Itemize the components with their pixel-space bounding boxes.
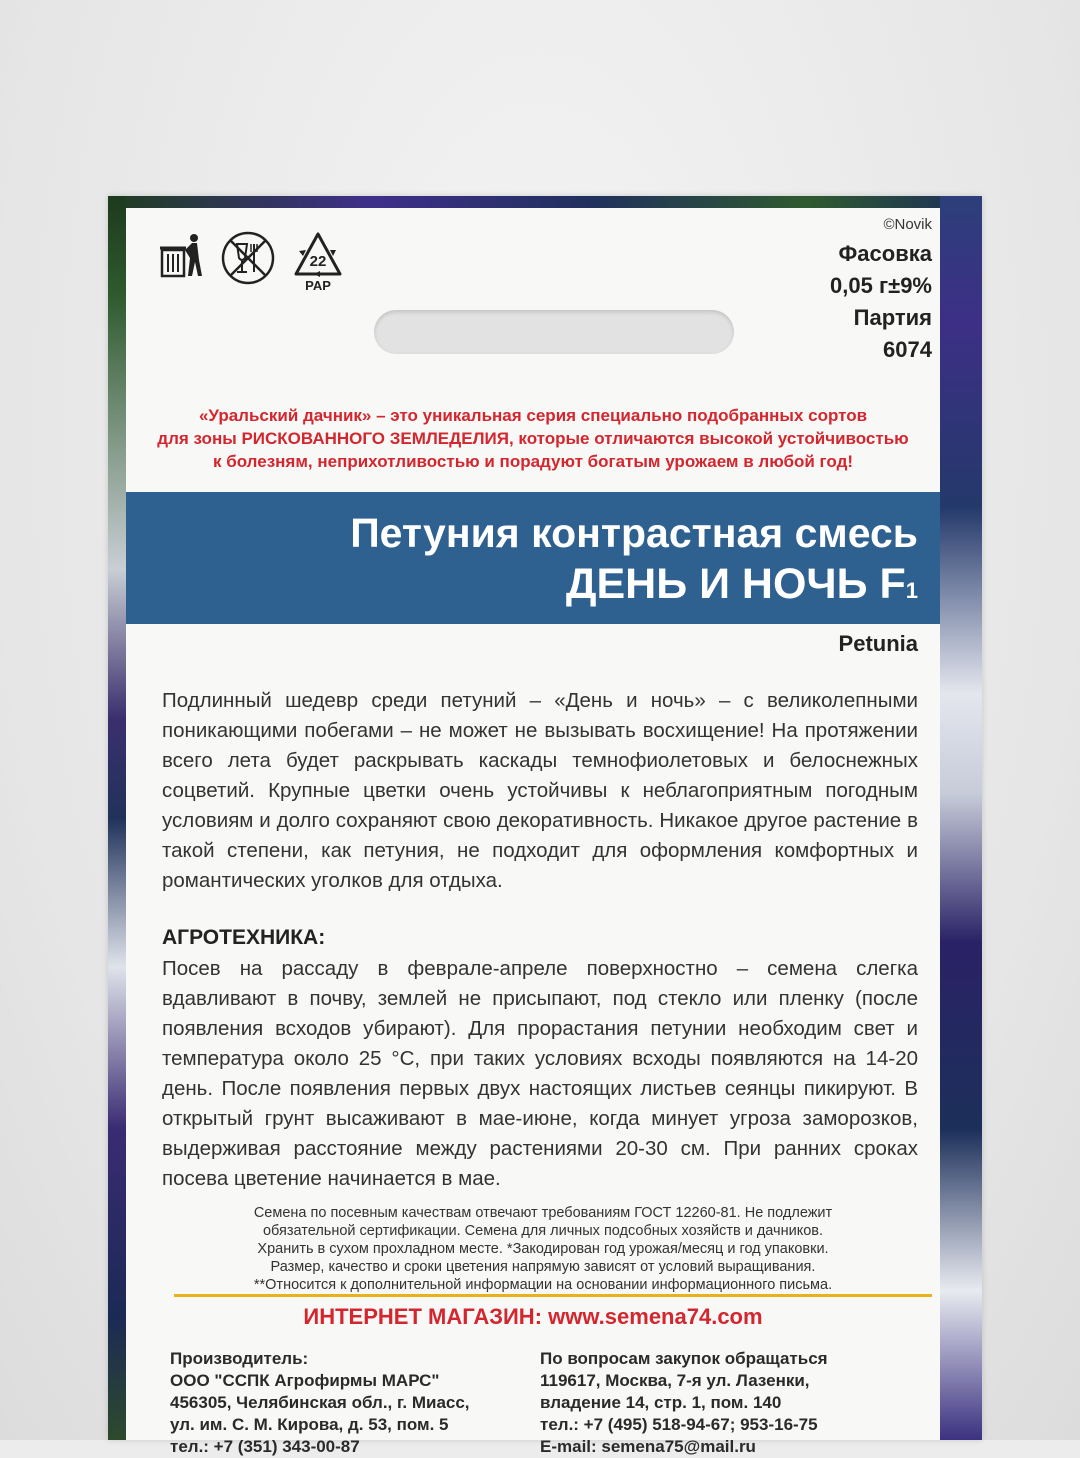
latin-name: Petunia bbox=[838, 631, 918, 656]
purchase-contact bbox=[540, 1348, 920, 1458]
batch-value: 6074 bbox=[883, 337, 932, 362]
purchase-line: тел.: +7 (495) 518-94-67; 953-16-75 bbox=[540, 1415, 818, 1434]
manufacturer-line: тел.: +7 (351) 343-00-87 bbox=[170, 1437, 360, 1456]
manufacturer-line: ООО "ССПК Агрофирмы МАРС" bbox=[170, 1371, 440, 1390]
seed-packet bbox=[108, 196, 982, 1456]
recycle-label: PAP bbox=[305, 278, 331, 293]
flower-photo-edge-top bbox=[108, 196, 982, 208]
fine-print-line: обязательной сертификации. Семена для личных подсобных хозяйств и дачников. bbox=[262, 1223, 824, 1239]
variety-name bbox=[566, 560, 918, 609]
packing-label: Фасовка bbox=[838, 241, 932, 266]
pack-info bbox=[830, 238, 932, 366]
divider bbox=[174, 1294, 932, 1297]
copyright: ©Novik bbox=[883, 216, 932, 233]
trash-bin-person-icon bbox=[158, 230, 206, 280]
manufacturer-line: 456305, Челябинская обл., г. Миасс, bbox=[170, 1393, 470, 1412]
fine-print-line: Хранить в сухом прохладном месте. *Закодирован год урожая/месяц и год упаковки. bbox=[257, 1241, 829, 1257]
purchase-heading: По вопросам закупок обращаться bbox=[540, 1349, 828, 1368]
product-title: Петуния контрастная смесь bbox=[350, 510, 918, 556]
packet-label bbox=[126, 208, 940, 1456]
shop-label: ИНТЕРНЕТ МАГАЗИН: bbox=[303, 1304, 543, 1329]
variety-name-text: ДЕНЬ И НОЧЬ F bbox=[565, 560, 906, 608]
title-band bbox=[126, 492, 940, 624]
purchase-line: владение 14, стр. 1, пом. 140 bbox=[540, 1393, 782, 1412]
description: Подлинный шедевр среди петуний – «День и ночь» – с великолепными поникающими побегами – не может не вызывать восхищение! На протяжении всего лета будет раскрывать каскады темнофиолетовых и белоснежных соцветий. Крупные цветки очень устойчивы к неблагоприятным погодным условиям и долго сохраняют свою декоративность. Никакое другое растение в такой степени, как петуния, не подходит для оформления комфортных и романтических уголков для отдыха. bbox=[162, 689, 918, 892]
promo-text bbox=[126, 404, 940, 473]
agrotech-text: Посев на рассаду в феврале-апреле поверхностно – семена слегка вдавливают в почву, землей не присыпают, под стекло или пленку (после появления всходов убирают). Для прорастания петунии необходим свет и температура около 25 °С, при таких условиях всходы появляются на 14-20 день. После появления первых двух настоящих листьев сеянцы пикируют. В открытый грунт высаживают в мае-июне, когда минует угроза заморозков, выдерживая расстояние между растениями 20-30 см. При ранних сроках посева цветение начинается в мае. bbox=[162, 957, 918, 1190]
hanger-slot bbox=[374, 310, 734, 354]
online-shop bbox=[126, 1304, 940, 1330]
recycle-22-icon bbox=[290, 230, 346, 280]
recycle-block bbox=[290, 230, 346, 293]
batch-label: Партия bbox=[853, 305, 932, 330]
agrotech-heading: АГРОТЕХНИКА: bbox=[162, 926, 326, 949]
manufacturer-info bbox=[170, 1348, 530, 1458]
promo-line: к болезням, неприхотливостью и порадуют богатым урожаем в любой год! bbox=[212, 452, 854, 471]
purchase-line: 119617, Москва, 7-я ул. Лазенки, bbox=[540, 1371, 810, 1390]
packing-value: 0,05 г±9% bbox=[830, 273, 932, 298]
purchase-line: E-mail: semena75@mail.ru bbox=[540, 1437, 756, 1456]
recycle-code: 22 bbox=[309, 253, 327, 270]
flower-photo-edge-left bbox=[108, 196, 126, 1440]
manufacturer-heading: Производитель: bbox=[170, 1349, 309, 1368]
promo-line: «Уральский дачник» – это уникальная серия специально подобранных сортов bbox=[198, 406, 868, 425]
fine-print-line: Размер, качество и сроки цветения напрямую зависят от условий выращивания. bbox=[270, 1259, 816, 1275]
symbol-icons bbox=[158, 230, 346, 293]
fine-print-line: **Относится к дополнительной информации на основании информационного письма. bbox=[253, 1277, 833, 1293]
shop-url[interactable]: www.semena74.com bbox=[548, 1304, 763, 1329]
fine-print bbox=[156, 1204, 930, 1294]
hybrid-subscript: 1 bbox=[905, 578, 918, 603]
manufacturer-line: ул. им. С. М. Кирова, д. 53, пом. 5 bbox=[170, 1415, 449, 1434]
fine-print-line: Семена по посевным качествам отвечают требованиям ГОСТ 12260-81. Не подлежит bbox=[253, 1205, 833, 1221]
promo-line: для зоны РИСКОВАННОГО ЗЕМЛЕДЕЛИЯ, которые отличаются высокой устойчивостью bbox=[157, 429, 909, 448]
flower-photo-edge-right bbox=[940, 196, 982, 1440]
not-for-food-icon bbox=[220, 230, 276, 286]
